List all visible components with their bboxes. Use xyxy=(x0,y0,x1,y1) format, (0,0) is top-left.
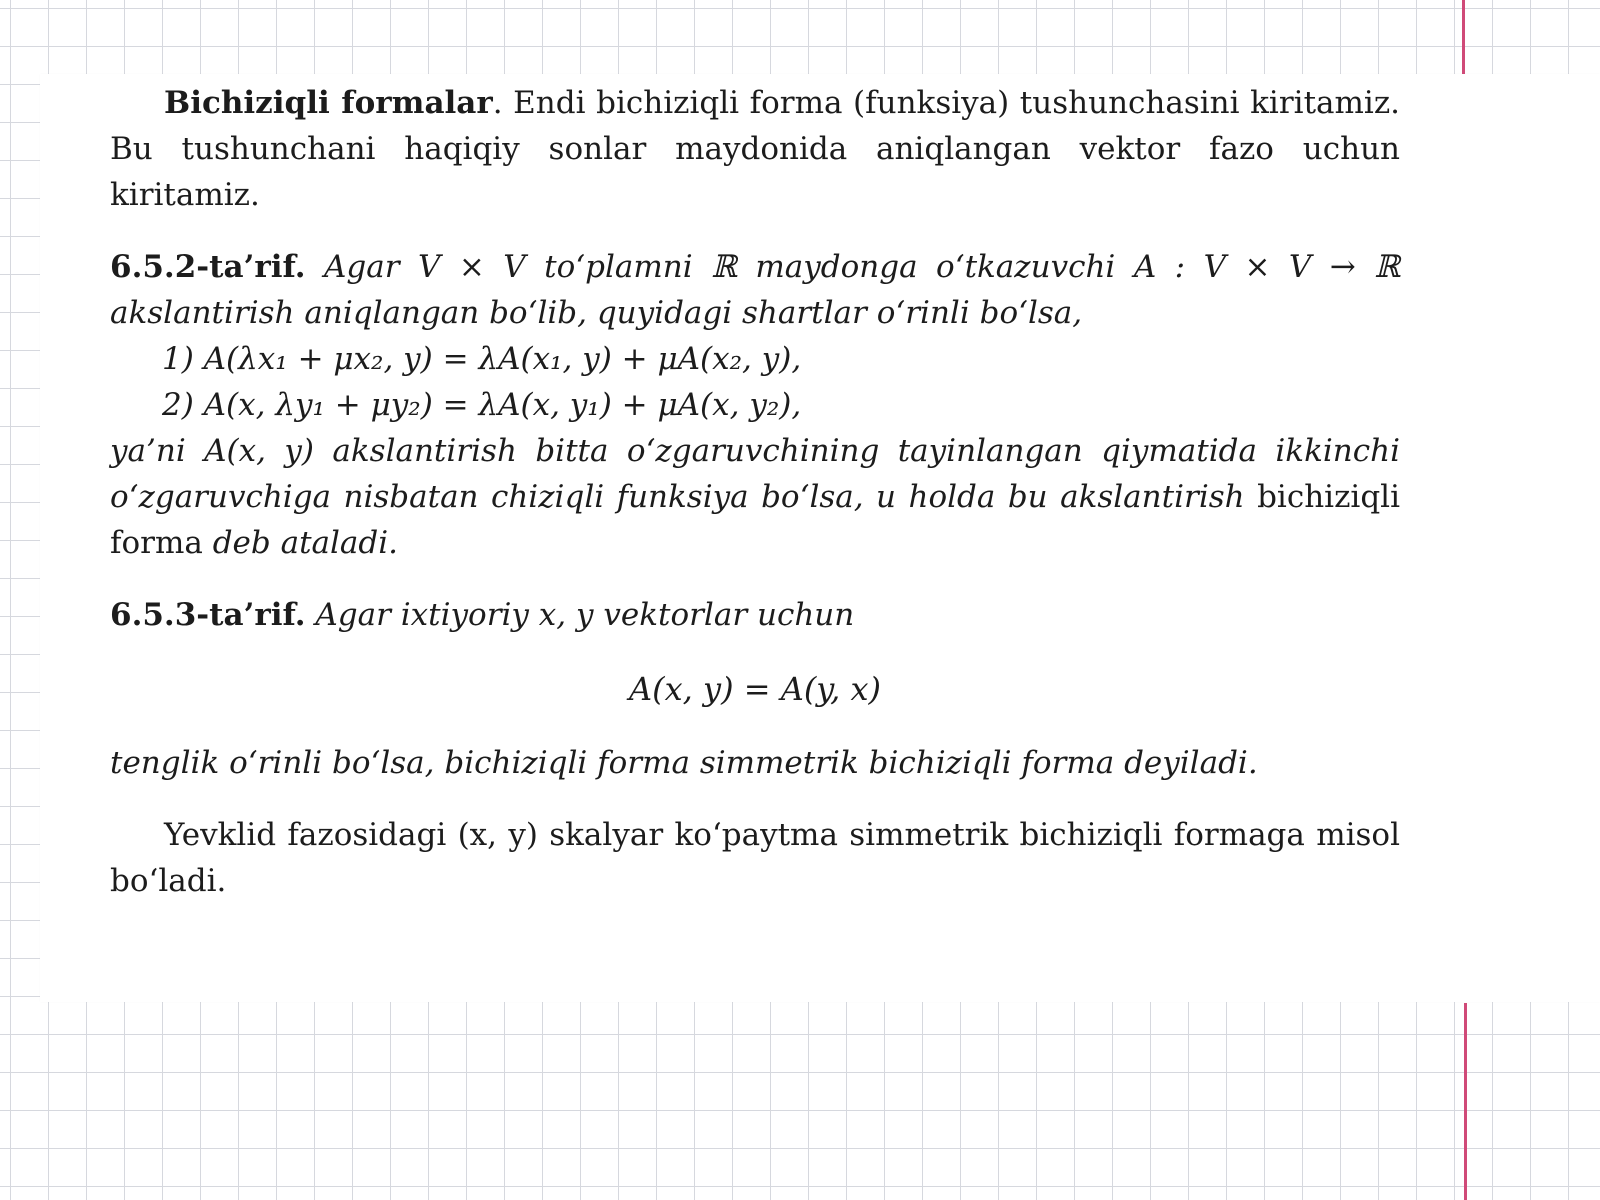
definition-text: Agar V × V to‘plamni ℝ maydonga o‘tkazuvchi A : V × V → ℝ akslantirish aniqlangan bo‘lib, quyidagi shartlar o‘rinli bo‘lsa, xyxy=(110,249,1400,331)
condition-1: 1) A(λx₁ + μx₂, y) = λA(x₁, y) + μA(x₂, y), xyxy=(162,341,802,377)
symmetry-formula: A(x, y) = A(y, x) xyxy=(629,670,881,708)
intro-text: . Endi bichiziqli forma (funksiya) tushunchasini kiritamiz. Bu tushunchani haqiqiy sonlar maydonida aniqlangan vektor fazo uchun kiritamiz. xyxy=(110,85,1401,213)
definition-text: Agar ixtiyoriy x, y vektorlar uchun xyxy=(315,597,855,633)
text-block xyxy=(110,80,1400,904)
definition-label: 6.5.2-ta’rif. xyxy=(110,249,306,285)
definition-explanation xyxy=(110,428,1400,566)
section-heading: Bichiziqli formalar xyxy=(164,85,493,121)
explanation-end: deb ataladi. xyxy=(212,525,399,561)
intro-paragraph xyxy=(110,80,1400,218)
example-paragraph: Yevklid fazosidagi (x, y) skalyar ko‘paytma simmetrik bichiziqli formaga misol bo‘ladi. xyxy=(110,817,1400,899)
definition-652 xyxy=(110,244,1400,336)
defined-term: bichiziqli forma xyxy=(110,479,1400,561)
definition-label: 6.5.3-ta’rif. xyxy=(110,597,306,633)
margin-line xyxy=(1462,0,1465,74)
condition-2: 2) A(x, λy₁ + μy₂) = λA(x, y₁) + μA(x, y₂), xyxy=(162,387,802,423)
margin-line xyxy=(1464,1003,1467,1200)
definition-conclusion: tenglik o‘rinli bo‘lsa, bichiziqli forma simmetrik bichiziqli forma deyiladi. xyxy=(110,745,1258,781)
explanation-italic: ya’ni A(x, y) akslantirish bitta o‘zgaruvchining tayinlangan qiymatida ikkinchi o‘zgaruvchiga nisbatan chiziqli funksiya bo‘lsa, u holda bu akslantirish xyxy=(110,433,1400,515)
definition-653 xyxy=(110,592,1400,638)
